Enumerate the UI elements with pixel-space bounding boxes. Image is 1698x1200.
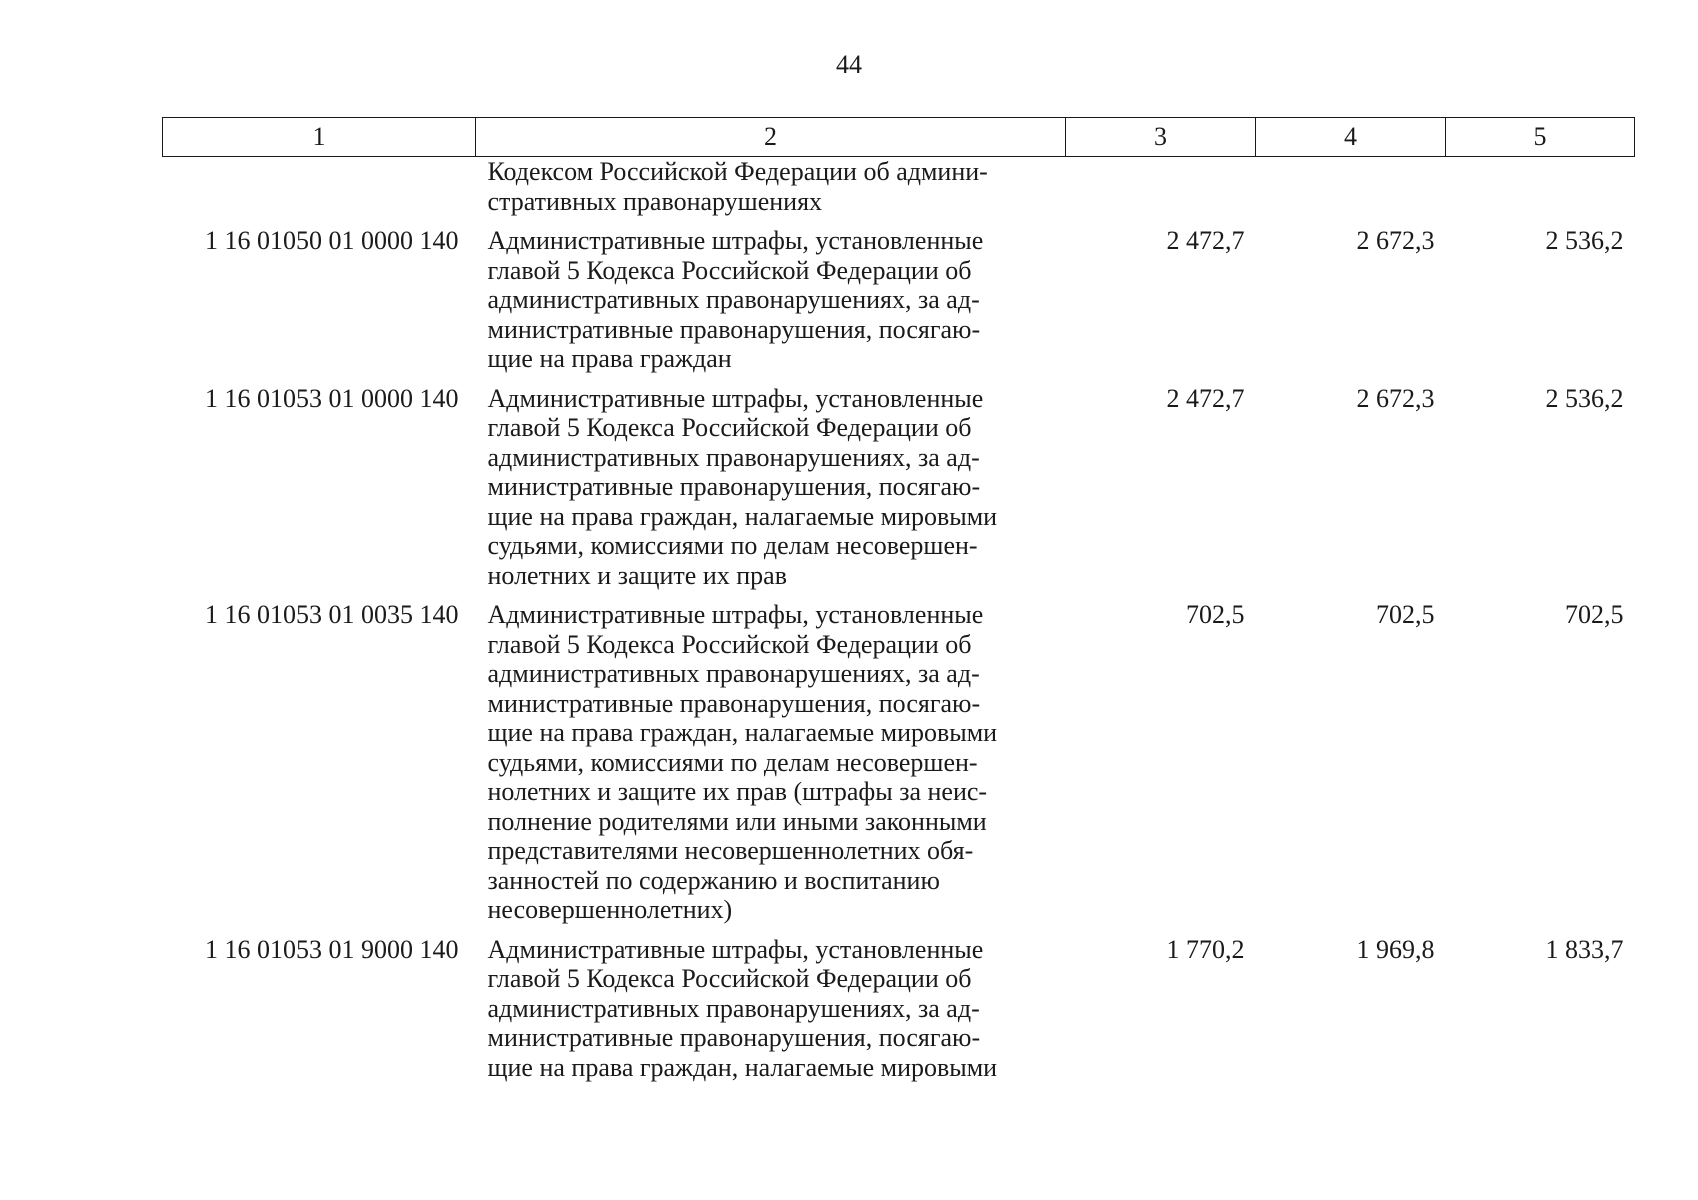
description-line: главой 5 Кодекса Российской Федерации об — [487, 964, 972, 993]
description-line: нолетних и защите их прав — [487, 560, 787, 590]
amount-col3-cell: 702,5 — [1186, 600, 1245, 629]
description-line: Кодексом Российской Федерации об админи- — [487, 157, 988, 186]
budget-table — [162, 117, 1635, 1092]
description-line: главой 5 Кодекса Российской Федерации об — [487, 629, 972, 659]
amount-col5-cell: 702,5 — [1565, 600, 1624, 629]
header-col-2: 2 — [476, 118, 1066, 157]
amount-col4-cell: 1 969,8 — [1356, 934, 1435, 964]
continuation-col5-cell — [1446, 157, 1635, 227]
description-line: административных правонарушениях, за ад- — [487, 993, 980, 1023]
description-line: полнение родителями или иными законными — [487, 806, 987, 836]
continuation-code-cell — [163, 157, 476, 227]
description-line: щие на права граждан, налагаемые мировыми — [487, 1052, 998, 1082]
description-line: министративные правонарушения, посягаю- — [487, 314, 981, 344]
description-line: Административные штрафы, установленные — [487, 934, 984, 964]
header-col-4: 4 — [1256, 118, 1446, 157]
classification-code-cell: 1 16 01053 01 0035 140 — [205, 600, 459, 629]
description-line: главой 5 Кодекса Российской Федерации об — [487, 255, 972, 285]
amount-col3-cell: 1 770,2 — [1166, 934, 1245, 964]
amount-col4-cell: 2 672,3 — [1356, 383, 1435, 413]
table-row — [163, 226, 1635, 384]
description-cell — [476, 384, 1066, 601]
amount-col5-cell: 2 536,2 — [1545, 226, 1624, 255]
table-row — [163, 935, 1635, 1093]
page-number: 44 — [836, 50, 862, 79]
classification-code-cell: 1 16 01050 01 0000 140 — [205, 226, 459, 255]
continuation-col4-cell — [1256, 157, 1446, 227]
description-line: щие на права граждан, налагаемые мировыми — [487, 501, 998, 531]
header-col-5: 5 — [1446, 118, 1635, 157]
header-row — [163, 118, 1635, 157]
description-line: судьями, комиссиями по делам несовершен- — [487, 747, 978, 777]
description-line: министративные правонарушения, посягаю- — [487, 688, 981, 718]
classification-code-cell: 1 16 01053 01 0000 140 — [205, 383, 459, 413]
description-line: представителями несовершеннолетних обя- — [487, 836, 974, 865]
table-row — [163, 600, 1635, 935]
description-line: министративные правонарушения, посягаю- — [487, 472, 981, 501]
amount-col5-cell: 1 833,7 — [1545, 934, 1624, 964]
amount-col3-cell: 2 472,7 — [1166, 383, 1245, 413]
table-body — [163, 157, 1635, 1093]
continuation-row — [163, 157, 1635, 227]
continuation-col3-cell — [1066, 157, 1256, 227]
budget-table-container — [162, 117, 1634, 1092]
amount-col3-cell: 2 472,7 — [1166, 226, 1245, 255]
description-line: занностей по содержанию и воспитанию — [487, 865, 940, 895]
description-line: административных правонарушениях, за ад- — [487, 659, 980, 688]
description-cell — [476, 226, 1066, 384]
table-header — [163, 118, 1635, 157]
description-line: Административные штрафы, установленные — [487, 226, 984, 255]
description-line: судьями, комиссиями по делам несовершен- — [487, 531, 978, 560]
description-line: щие на права граждан, налагаемые мировыми — [487, 718, 998, 747]
description-line: нолетних и защите их прав (штрафы за неис- — [487, 777, 988, 806]
description-line: административных правонарушениях, за ад- — [487, 285, 980, 314]
description-line: Административные штрафы, установленные — [487, 383, 984, 413]
description-line: Административные штрафы, установленные — [487, 600, 984, 629]
description-line: несовершеннолетних) — [487, 895, 733, 924]
description-line: административных правонарушениях, за ад- — [487, 442, 980, 472]
description-line: стративных правонарушениях — [487, 186, 823, 216]
classification-code-cell: 1 16 01053 01 9000 140 — [205, 934, 459, 964]
header-col-1: 1 — [163, 118, 476, 157]
description-cell — [476, 935, 1066, 1093]
continuation-description-cell — [476, 157, 1066, 227]
description-line: главой 5 Кодекса Российской Федерации об — [487, 413, 972, 442]
description-line: министративные правонарушения, посягаю- — [487, 1023, 981, 1052]
amount-col4-cell: 702,5 — [1376, 600, 1435, 629]
description-cell — [476, 600, 1066, 935]
amount-col5-cell: 2 536,2 — [1545, 383, 1624, 413]
description-line: щие на права граждан — [487, 344, 732, 373]
amount-col4-cell: 2 672,3 — [1356, 226, 1435, 255]
table-row — [163, 384, 1635, 601]
header-col-3: 3 — [1066, 118, 1256, 157]
